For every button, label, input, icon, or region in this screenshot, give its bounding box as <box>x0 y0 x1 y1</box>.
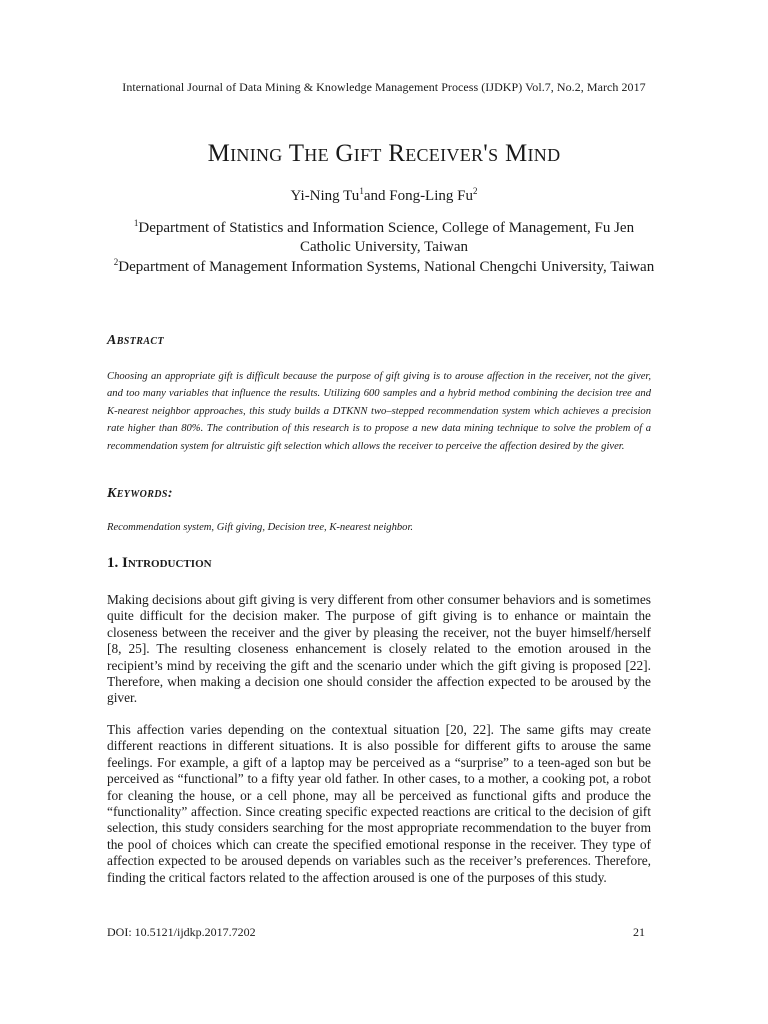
author-1: Yi-Ning Tu <box>290 188 360 204</box>
author-1-superscript: 1 <box>359 186 364 196</box>
journal-header: International Journal of Data Mining & Knowledge Management Process (IJDKP) Vol.7, No.2, March 2017 <box>122 80 646 94</box>
doi-footer: DOI: 10.5121/ijdkp.2017.7202 <box>107 925 256 939</box>
paper-title: Mining The Gift Receiver's Mind <box>207 140 561 167</box>
introduction-heading: 1. Introduction <box>107 555 212 571</box>
author-2-superscript: 2 <box>472 186 478 196</box>
affiliation-1-text: Department of Statistics and Information Science, College of Management, Fu Jen Catholic University, Taiwan <box>138 220 635 255</box>
introduction-paragraph-2: This affection varies depending on the contextual situation [20, 22]. The same gifts may create different reactions in different situations. It is also possible for different gifts to arouse the same feelings. For example, a gift of a laptop may be perceived as a “surprise” to a teen-aged son but be perceived as “functional” to a fifty year old father. In other cases, to a mother, a cooking pot, a robot for cleaning the house, or a cell phone, may all be perceived as functional gifts and produce the “functionality” affection. Since creating specific expected reactions are critical to the decision of gift selection, this study considers searching for the most appropriate recommendation to the buyer from the pool of choices which can create the specified emotional response in the receiver. They type of affection expected to be aroused depends on variables such as the receiver’s preferences. Therefore, finding the critical factors related to the affection aroused is one of the purposes of this study. <box>107 722 651 885</box>
introduction-paragraph-1: Making decisions about gift giving is very different from other consumer behaviors and is sometimes quite difficult for the decision maker. The purpose of gift giving is to enhance or maintain the closeness between the receiver and the giver by pleasing the receiver, not the buyer himself/herself [8, 25]. The resulting closeness enhancement is closely related to the emotion aroused in the recipient’s mind by receiving the gift and the scenario under which the gift giving is proposed [22]. Therefore, when making a decision one should consider the affection expected to be aroused by the giver. <box>107 592 651 706</box>
abstract-text: Choosing an appropriate gift is difficult because the purpose of gift giving is to arouse affection in the receiver, not the giver, and too many variables that influence the results. Utilizing 600 samples and a hybrid method combining the decision tree and K-nearest neighbor approaches, this study builds a DTKNN two–stepped recommendation system which achieves a precision rate higher than 80%. The contribution of this research is to propose a new data mining technique to solve the problem of a recommendation system for altruistic gift selection which allows the receiver to perceive the affection desired by the giver. <box>107 371 651 452</box>
abstract-heading: Abstract <box>107 333 164 348</box>
affiliation-1-superscript: 1 <box>133 218 139 228</box>
author-line <box>0 188 768 205</box>
keywords-heading: Keywords: <box>107 486 173 501</box>
affiliation-2 <box>108 258 660 277</box>
author-connector: and Fong-Ling Fu <box>363 188 473 204</box>
affiliation-1 <box>108 219 660 257</box>
page-number: 21 <box>633 925 645 939</box>
affiliation-2-superscript: 2 <box>113 257 119 267</box>
keywords-text: Recommendation system, Gift giving, Decision tree, K-nearest neighbor. <box>107 522 414 533</box>
affiliation-2-text: Department of Management Information Systems, National Chengchi University, Taiwan <box>118 259 655 275</box>
